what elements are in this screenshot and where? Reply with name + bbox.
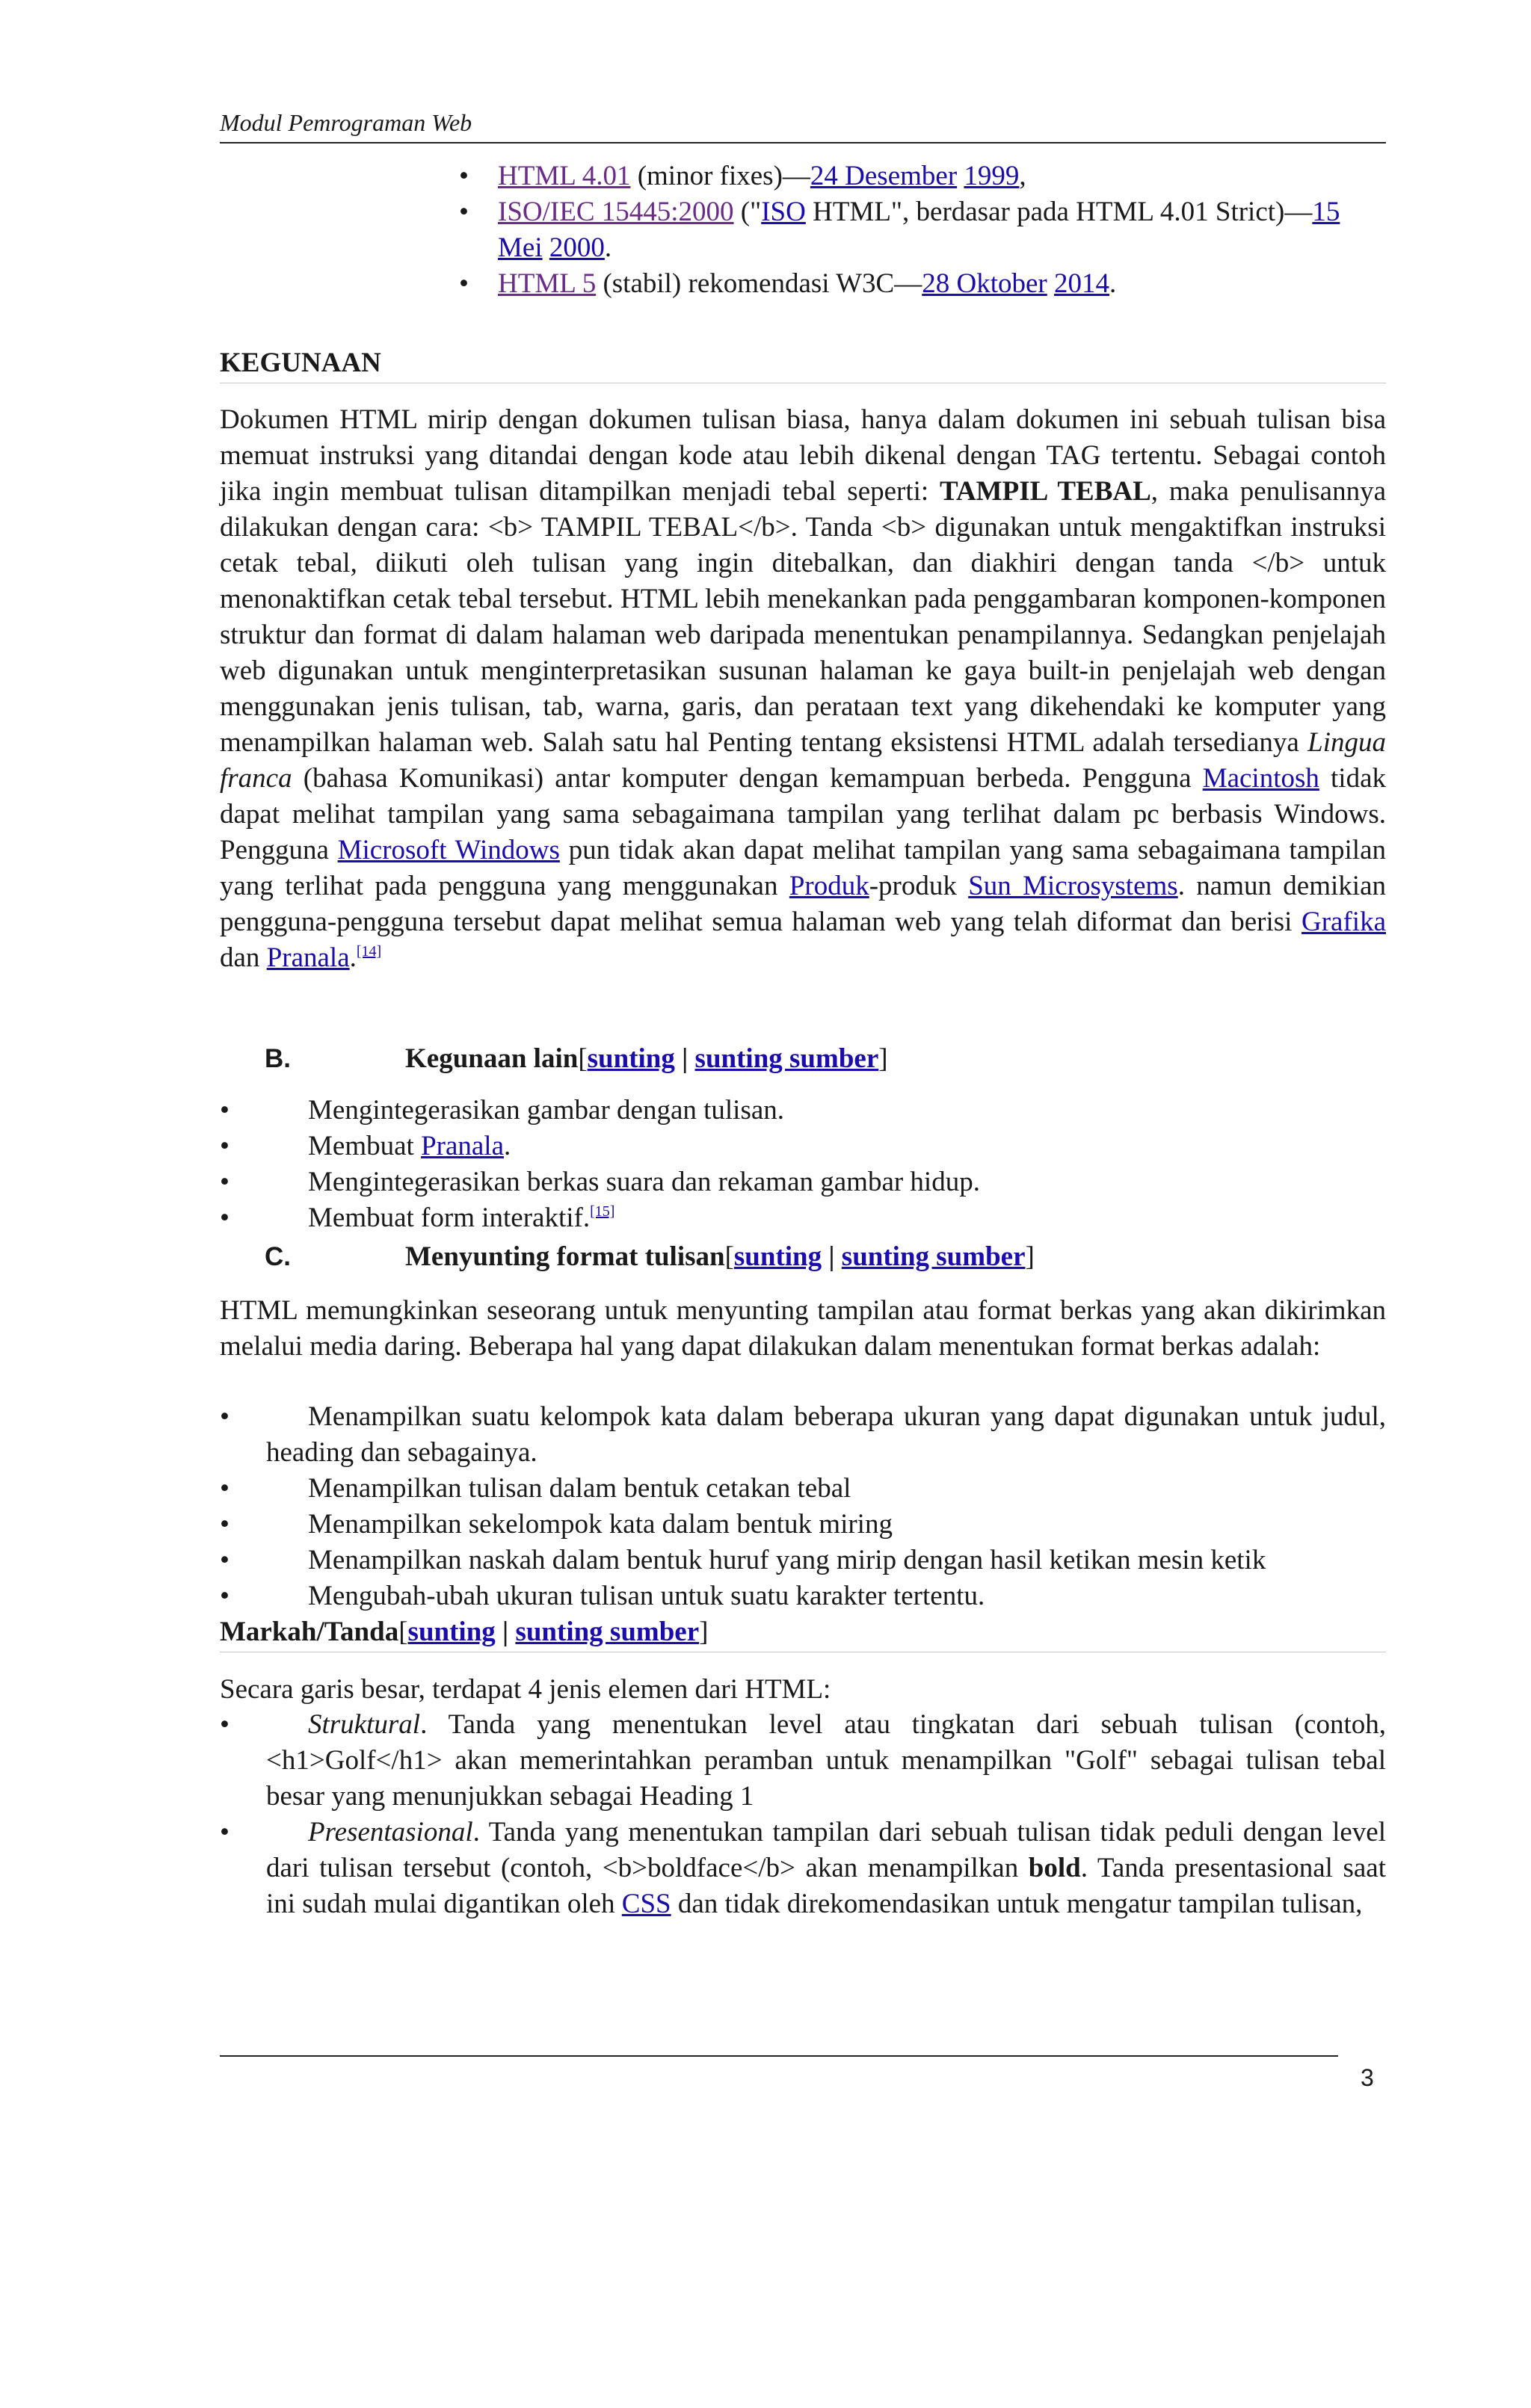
edit-link[interactable]: sunting [733,1241,822,1272]
link-pranala-2[interactable]: Pranala [421,1131,505,1161]
format-list [220,1399,1386,1614]
link-html-5[interactable]: HTML 5 [498,268,597,299]
link-2000[interactable]: 2000 [549,232,605,263]
list-item: • ISO/IEC 15445:2000 ("ISO HTML", berdasar pada HTML 4.01 Strict)—15 Mei 2000. [459,194,1386,266]
section-title-kegunaan: KEGUNAAN [220,345,1386,383]
list-item: • Menampilkan tulisan dalam bentuk cetakan tebal [220,1471,1386,1507]
link-sun-microsystems[interactable]: Sun Microsystems [968,871,1178,901]
link-grafika[interactable]: Grafika [1301,907,1386,937]
list-item: • Menampilkan sekelompok kata dalam bentuk miring [220,1507,1386,1543]
list-item: • Menampilkan naskah dalam bentuk huruf yang mirip dengan hasil ketikan mesin ketik [220,1543,1386,1578]
list-item: • HTML 5 (stabil) rekomendasi W3C—28 Oktober 2014. [459,266,1386,302]
list-item: • Menampilkan suatu kelompok kata dalam beberapa ukuran yang dapat digunakan untuk judul, heading dan sebagainya. [220,1399,1386,1471]
ref-14[interactable]: [14] [356,943,382,960]
list-item: • Mengintegerasikan berkas suara dan rekaman gambar hidup. [220,1164,1386,1200]
link-iso[interactable]: ISO [761,197,806,227]
footer-divider [220,2055,1338,2057]
link-28-oktober[interactable]: 28 Oktober [922,268,1047,299]
list-item: • Mengintegerasikan gambar dengan tulisan. [220,1093,1386,1129]
edit-link[interactable]: sunting [407,1617,496,1647]
list-item: • Membuat form interaktif.[15] [220,1200,1386,1236]
ref-15[interactable]: [15] [590,1203,615,1220]
link-macintosh[interactable]: Macintosh [1202,763,1319,794]
link-15-mei[interactable]: 15 Mei [498,197,1340,263]
link-iso-iec[interactable]: ISO/IEC 15445:2000 [498,197,734,227]
link-pranala[interactable]: Pranala [266,942,350,973]
edit-source-link[interactable]: sunting sumber [841,1241,1026,1272]
kegunaan-lain-list [220,1093,1386,1236]
link-produk[interactable]: Produk [789,871,869,901]
edit-source-link[interactable]: sunting sumber [694,1043,879,1074]
section-title-markah: Markah/Tanda[sunting | sunting sumber] [220,1614,1386,1652]
edit-source-link[interactable]: sunting sumber [515,1617,700,1647]
edit-link[interactable]: sunting [587,1043,675,1074]
html-version-list [459,158,1386,302]
list-item: • Membuat Pranala. [220,1129,1386,1164]
list-item: • HTML 4.01 (minor fixes)—24 Desember 1999, [459,158,1386,194]
link-24-desember[interactable]: 24 Desember [810,161,958,191]
document-page: Modul Pemrograman Web • HTML 4.01 (minor fixes)—24 Desember 1999, • ISO/IEC 15445:2000 ("ISO HTML", berdasar pada HTML 4.01 Strict)—15 Mei 2000. • HTML 5 (stabil) rekomendasi W3C—28 Oktober 2014. KEGUNAAN Dokumen HTML mirip dengan dokumen tulisan biasa, hanya dalam dokumen ini sebuah tulisan bisa memuat instruksi yang ditandai dengan kode atau lebih dikenal dengan TAG tertentu. Sebagai contoh jika ingin membuat tulisan ditampilkan menjadi tebal seperti: TAMPIL TEBAL, maka penulisannya dilakukan dengan cara: <b> TAMPIL TEBAL</b>. Tanda <b> digunakan untuk mengaktifkan instruksi cetak tebal, diikuti oleh tulisan yang ingin ditebalkan, dan diakhiri dengan tanda </b> untuk menonaktifkan cetak tebal tersebut. HTML lebih menekankan pada penggambaran komponen-komponen struktur dan format di dalam halaman web daripada menentukan penampilannya. Sedangkan penjelajah web digunakan untuk menginterpretasikan susunan halaman ke gaya built-in penjelajah web dengan menggunakan jenis tulisan, tab, warna, garis, dan perataan text yang dikehendaki ke komputer yang menampilkan halaman web. Salah satu hal Penting tentang eksistensi HTML adalah tersedianya Lingua franca (bahasa Komunikasi) antar komputer dengan kemampuan berbeda. Pengguna Macintosh tidak dapat melihat tampilan yang sama sebagaimana tampilan yang terlihat dalam pc berbasis Windows. Pengguna Microsoft Windows pun tidak akan dapat melihat tampilan yang sama sebagaimana tampilan yang terlihat pada pengguna yang menggunakan Produk-produk Sun Microsystems. namun demikian pengguna-pengguna tersebut dapat melihat semua halaman web yang telah diformat dan berisi Grafika dan Pranala.[14] B. Kegunaan lain[sunting | sunting sumber] • Mengintegerasikan gambar dengan tulisan. • Membuat Pranala. • Mengintegerasikan berkas suara dan rekaman gambar hidup. • Membuat form interaktif.[15] C. Menyunting format tulisan[sunting | sunting sumber] HTML memungkinkan seseorang untuk menyunting tampilan atau format berkas yang akan dikirimkan melalui media daring. Beberapa hal yang dapat dilakukan dalam menentukan format berkas adalah: • Menampilkan suatu kelompok kata dalam beberapa ukuran yang dapat digunakan untuk judul, heading dan sebagainya. • Menampilkan tulisan dalam bentuk cetakan tebal • Menampilkan sekelompok kata dalam bentuk miring • Menampilkan naskah dalam bentuk huruf yang mirip dengan hasil ketikan mesin ketik • Mengubah-ubah ukuran tulisan untuk suatu karakter tertentu. Markah/Tanda[sunting | sunting sumber] Secara garis besar, terdapat 4 jenis elemen dari HTML: • Struktural. Tanda yang menentukan level atau tingkatan dari sebuah tulisan (contoh, <h1>Golf</h1> akan memerintahkan peramban untuk menampilkan "Golf" sebagai tulisan tebal besar yang menunjukkan sebagai Heading 1 • Presentasional. Tanda yang menentukan tampilan dari sebuah tulisan tidak peduli dengan level dari tulisan tersebut (contoh, <b>boldface</b> akan menampilkan bold. Tanda presentasional saat ini sudah mulai digantikan oleh CSS dan tidak direkomendasikan untuk mengatur tampilan tulisan, [220,0,1386,2408]
link-2014[interactable]: 2014 [1054,268,1109,299]
menyunting-intro: HTML memungkinkan seseorang untuk menyunting tampilan atau format berkas yang akan dikirimkan melalui media daring. Beberapa hal yang dapat dilakukan dalam menentukan format berkas adalah: [220,1295,1386,1362]
list-item: • Mengubah-ubah ukuran tulisan untuk suatu karakter tertentu. [220,1578,1386,1614]
elemen-list [220,1707,1386,1922]
link-html-401[interactable]: HTML 4.01 [498,161,631,191]
page-header: Modul Pemrograman Web [220,108,1386,143]
link-css[interactable]: CSS [621,1889,671,1919]
page-number: 3 [1361,2064,1374,2091]
markah-intro: Secara garis besar, terdapat 4 jenis elemen dari HTML: [220,1674,831,1705]
link-1999[interactable]: 1999 [964,161,1020,191]
list-item: • Presentasional. Tanda yang menentukan tampilan dari sebuah tulisan tidak peduli dengan level dari tulisan tersebut (contoh, <b>boldface</b> akan menampilkan bold. Tanda presentasional saat ini sudah mulai digantikan oleh CSS dan tidak direkomendasikan untuk mengatur tampilan tulisan, [220,1815,1386,1922]
list-item: • Struktural. Tanda yang menentukan level atau tingkatan dari sebuah tulisan (contoh, <h1>Golf</h1> akan memerintahkan peramban untuk menampilkan "Golf" sebagai tulisan tebal besar yang menunjukkan sebagai Heading 1 [220,1707,1386,1815]
kegunaan-paragraph: Dokumen HTML mirip dengan dokumen tulisan biasa, hanya dalam dokumen ini sebuah tulisan bisa memuat instruksi yang ditandai dengan kode atau lebih dikenal dengan TAG tertentu. Sebagai contoh jika ingin membuat tulisan ditampilkan menjadi tebal seperti: TAMPIL TEBAL, maka penulisannya dilakukan dengan cara: <b> TAMPIL TEBAL</b>. Tanda <b> digunakan untuk mengaktifkan instruksi cetak tebal, diikuti oleh tulisan yang ingin ditebalkan, dan diakhiri dengan tanda </b> untuk menonaktifkan cetak tebal tersebut. HTML lebih menekankan pada penggambaran komponen-komponen struktur dan format di dalam halaman web daripada menentukan penampilannya. Sedangkan penjelajah web digunakan untuk menginterpretasikan susunan halaman ke gaya built-in penjelajah web dengan menggunakan jenis tulisan, tab, warna, garis, dan perataan text yang dikehendaki ke komputer yang menampilkan halaman web. Salah satu hal Penting tentang eksistensi HTML adalah tersedianya Lingua franca (bahasa Komunikasi) antar komputer dengan kemampuan berbeda. Pengguna Macintosh tidak dapat melihat tampilan yang sama sebagaimana tampilan yang terlihat dalam pc berbasis Windows. Pengguna Microsoft Windows pun tidak akan dapat melihat tampilan yang sama sebagaimana tampilan yang terlihat pada pengguna yang menggunakan Produk-produk Sun Microsystems. namun demikian pengguna-pengguna tersebut dapat melihat semua halaman web yang telah diformat dan berisi Grafika dan Pranala.[14] [220,404,1387,973]
link-microsoft-windows[interactable]: Microsoft Windows [337,835,560,865]
